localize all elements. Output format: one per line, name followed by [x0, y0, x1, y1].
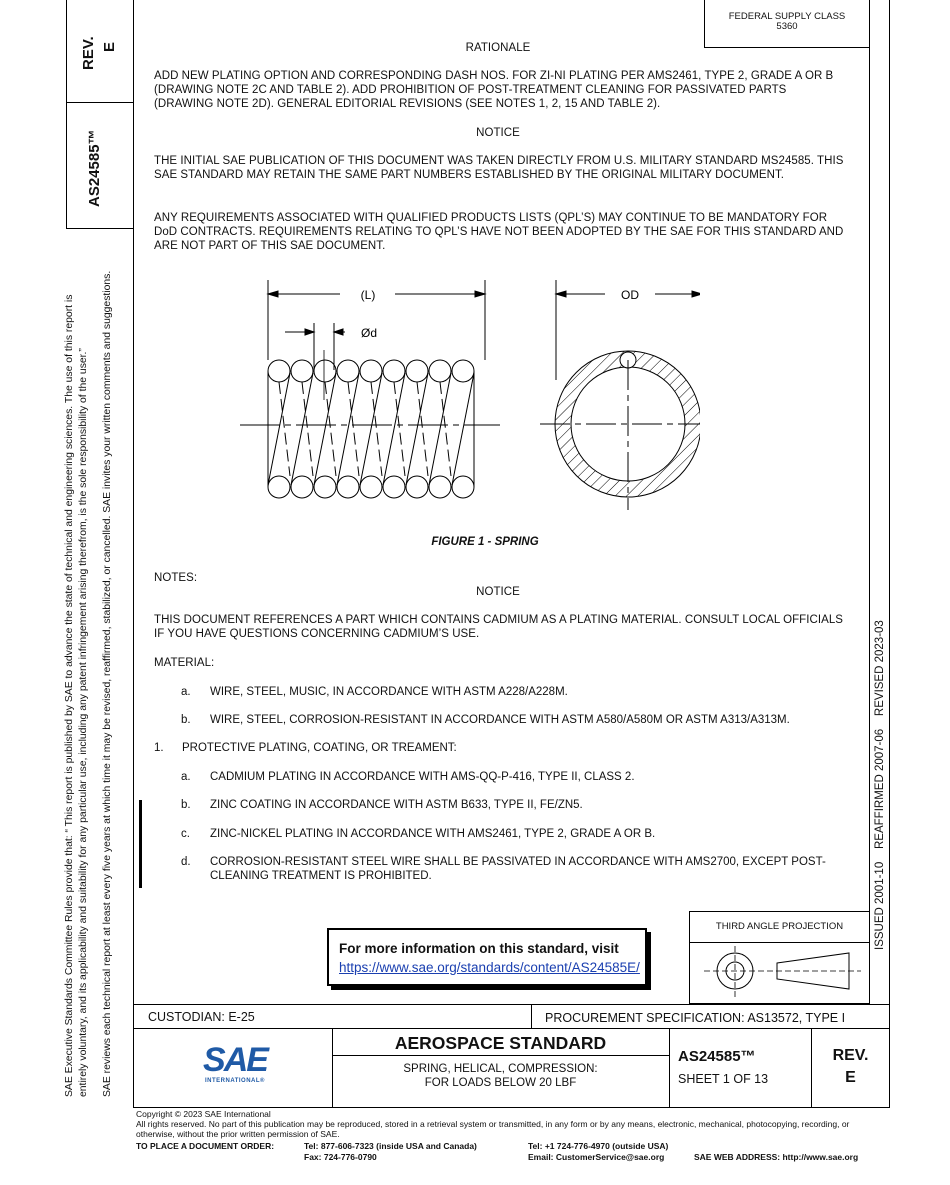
- cadmium-notice-text: THIS DOCUMENT REFERENCES A PART WHICH CONTAINS CADMIUM AS A PLATING MATERIAL. CONSULT LOCAL OFFICIALS IF YOU HAVE QUESTIONS CONCERNING CADMIUM’S USE.: [154, 614, 843, 640]
- sheet-number: SHEET 1 OF 13: [678, 1072, 769, 1086]
- list-label: b.: [181, 799, 191, 811]
- copyright: Copyright © 2023 SAE International: [136, 1109, 271, 1119]
- federal-supply-class-label: FEDERAL SUPPLY CLASS: [728, 11, 846, 22]
- order-label: TO PLACE A DOCUMENT ORDER:: [136, 1141, 275, 1151]
- info-box-shadow-right: [647, 932, 651, 990]
- revision-change-bar: [139, 800, 142, 888]
- title-block-rev-value: E: [845, 1069, 856, 1086]
- list-label: 1.: [154, 742, 164, 754]
- title-block-doc-number: AS24585™: [678, 1048, 756, 1065]
- procurement-spec: PROCUREMENT SPECIFICATION: AS13572, TYPE I: [545, 1011, 846, 1025]
- standard-type: AEROSPACE STANDARD: [394, 1033, 607, 1053]
- title-block-custodian-divider: [531, 1004, 532, 1028]
- spring-figure: [230, 270, 700, 510]
- left-panel-divider: [66, 102, 133, 103]
- sae-logo-mark: SAE: [203, 1041, 267, 1079]
- figure-caption: FIGURE 1 - SPRING: [431, 536, 539, 548]
- notice-paragraph-2: ANY REQUIREMENTS ASSOCIATED WITH QUALIFIED PRODUCTS LISTS (QPL’S) MAY CONTINUE TO BE MANDATORY FOR DoD CONTRACTS. REQUIREMENTS RELATING TO QPL’S HAVE NOT BEEN ADOPTED BY THE SAE FOR THIS STANDARD AND ARE NOT PART OF THIS SAE DOCUMENT.: [154, 212, 844, 252]
- document-title-line-1: SPRING, HELICAL, COMPRESSION:: [403, 1063, 598, 1075]
- right-margin-line: [889, 0, 890, 1108]
- email-address[interactable]: Email: CustomerService@sae.org: [528, 1152, 665, 1162]
- list-label: d.: [181, 856, 191, 868]
- notes-notice-heading: NOTICE: [476, 586, 520, 598]
- list-text: WIRE, STEEL, MUSIC, IN ACCORDANCE WITH ASTM A228/A228M.: [210, 686, 568, 698]
- material-heading: MATERIAL:: [154, 657, 215, 669]
- left-margin-line: [133, 0, 134, 1108]
- list-label: c.: [181, 828, 190, 840]
- sae-logo: [190, 1043, 280, 1085]
- list-text: PROTECTIVE PLATING, COATING, OR TREAMENT:: [182, 742, 457, 754]
- side-rules-line-2: entirely voluntary, and its applicability and suitability for any particular use, including any patent infringement arising therefrom, is the sole responsibility of the user.”: [78, 348, 89, 1097]
- custodian: CUSTODIAN: E-25: [148, 1010, 255, 1024]
- projection-symbol: [689, 943, 870, 1003]
- fax-number: Fax: 724-776-0790: [304, 1152, 377, 1162]
- title-block-rev-label: REV.: [832, 1047, 869, 1064]
- document-history: ISSUED 2001-10 REAFFIRMED 2007-06 REVISED 2023-03: [874, 620, 886, 950]
- web-address[interactable]: SAE WEB ADDRESS: http://www.sae.org: [694, 1152, 859, 1162]
- side-rules-line-3: SAE reviews each technical report at least every five years at which time it may be revised, reaffirmed, stabilized, or cancelled. SAE invites your written comments and suggestions.: [102, 270, 113, 1097]
- title-block-row-divider: [133, 1028, 890, 1029]
- title-block-number-divider: [669, 1028, 670, 1108]
- rationale-text: ADD NEW PLATING OPTION AND CORRESPONDING DASH NOS. FOR ZI-NI PLATING PER AMS2461, TYPE 2, GRADE A OR B (DRAWING NOTE 2C AND TABLE 2). ADD PROHIBITION OF POST-TREATMENT CLEANING FOR PASSIVATED PARTS (DRAWING NOTE 2D). GENERAL EDITORIAL REVISIONS (SEE NOTES 1, 2, 15 AND TABLE 2).: [154, 70, 834, 110]
- notice-paragraph-1: THE INITIAL SAE PUBLICATION OF THIS DOCUMENT WAS TAKEN DIRECTLY FROM U.S. MILITARY STANDARD MS24585. THIS SAE STANDARD MAY RETAIN THE SAME PART NUMBERS ESTABLISHED BY THE ORIGINAL MILITARY DOCUMENT.: [154, 155, 844, 181]
- left-panel-bottom: [66, 228, 133, 229]
- projection-label: THIRD ANGLE PROJECTION: [715, 921, 844, 932]
- side-rules-line-1: SAE Executive Standards Committee Rules provide that: “ This report is published by SAE to advance the state of technical and engineering sciences. The use of this report is: [64, 294, 75, 1097]
- list-text: ZINC COATING IN ACCORDANCE WITH ASTM B633, TYPE II, FE/ZN5.: [210, 799, 583, 811]
- more-info-box: [327, 928, 647, 986]
- standard-web-link[interactable]: https://www.sae.org/standards/content/AS24585E/: [339, 960, 640, 975]
- wire-diameter-label: Ød: [360, 326, 378, 340]
- phone-domestic: Tel: 877-606-7323 (inside USA and Canada): [304, 1141, 477, 1151]
- list-text: ZINC-NICKEL PLATING IN ACCORDANCE WITH AMS2461, TYPE 2, GRADE A OR B.: [210, 828, 656, 840]
- title-block-rev-divider: [811, 1028, 812, 1108]
- rights-statement: All rights reserved. No part of this publication may be reproduced, stored in a retrieval system or transmitted, in any form or by any means, electronic, mechanical, photocopying, recording, or otherwise, without the prior written permission of SAE.: [136, 1119, 850, 1139]
- notes-heading: NOTES:: [154, 572, 198, 584]
- list-text: CORROSION-RESISTANT STEEL WIRE SHALL BE PASSIVATED IN ACCORDANCE WITH AMS2700, EXCEPT POST-CLEANING TREATMENT IS PROHIBITED.: [210, 856, 826, 882]
- list-label: a.: [181, 686, 191, 698]
- list-text: WIRE, STEEL, CORROSION-RESISTANT IN ACCORDANCE WITH ASTM A580/A580M OR ASTM A313/A313M.: [210, 714, 790, 726]
- list-label: a.: [181, 771, 191, 783]
- length-dimension-label: (L): [360, 288, 376, 302]
- left-panel-outer-line: [66, 0, 67, 228]
- outer-diameter-label: OD: [621, 288, 639, 302]
- document-title-line-2: FOR LOADS BELOW 20 LBF: [424, 1077, 577, 1089]
- list-label: b.: [181, 714, 191, 726]
- sae-logo-subtext: INTERNATIONAL®: [205, 1078, 265, 1084]
- title-block-standard-underline: [332, 1055, 669, 1056]
- phone-international: Tel: +1 724-776-4970 (outside USA): [528, 1141, 669, 1151]
- notice-heading: NOTICE: [476, 127, 520, 139]
- side-doc-number: AS24585™: [86, 129, 103, 207]
- side-rev-label: REV.: [80, 36, 97, 70]
- more-info-text: For more information on this standard, visit: [339, 941, 619, 956]
- rationale-heading: RATIONALE: [465, 42, 531, 54]
- side-rev-value: E: [101, 41, 118, 52]
- info-box-shadow-bottom: [331, 986, 651, 990]
- list-text: CADMIUM PLATING IN ACCORDANCE WITH AMS-QQ-P-416, TYPE II, CLASS 2.: [210, 771, 635, 783]
- federal-supply-class-value: 5360: [776, 21, 798, 32]
